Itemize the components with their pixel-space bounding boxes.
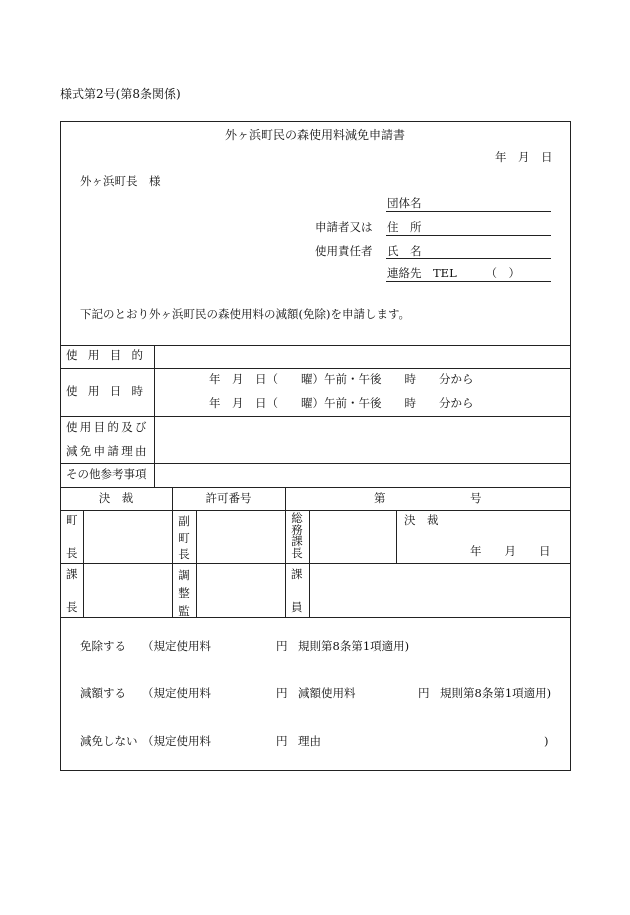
no-reduce-yen: 円 (276, 734, 288, 748)
other-label: その他参考事項 (66, 467, 147, 481)
reduce-yen-2: 円 (418, 686, 430, 700)
row-line (60, 368, 571, 369)
section-chief-label-2: 長 (66, 600, 78, 614)
deputy-mayor-label: 副 町 長 (178, 514, 190, 562)
col-line (196, 510, 197, 617)
close-paren: ) (544, 734, 549, 748)
col-line (172, 487, 173, 617)
kessai-header: 決 裁 (98, 491, 134, 505)
kessai-date[interactable]: 年 月 日 (470, 544, 551, 558)
reason-label: 理由 (298, 734, 321, 748)
col-line (83, 510, 84, 617)
row-line (60, 463, 571, 464)
reduce-yen: 円 (276, 686, 288, 700)
row-line (60, 416, 571, 417)
reduce-amount: 減額使用料 (298, 686, 356, 700)
name-label: 氏 名 (387, 244, 422, 258)
coordinator-label: 調 整 監 (178, 568, 190, 618)
datetime-line-1[interactable]: 年 月 日（ 曜）午前・午後 時 分から (209, 372, 474, 386)
statement: 下記のとおり外ヶ浜町民の森使用料の減額(免除)を申請します。 (80, 307, 411, 321)
applicant-label-1: 申請者又は (315, 220, 373, 234)
kessai-stamp-label: 決 裁 (404, 513, 439, 527)
general-affairs-chief-label: 総 務 課 長 (291, 511, 303, 560)
no-reduce-option[interactable]: 減免しない (80, 734, 138, 748)
purpose-label: 使用目的 (66, 348, 154, 362)
row-line (60, 510, 571, 511)
mayor-label-1: 町 (66, 513, 78, 527)
col-line (309, 510, 310, 617)
permit-no-header: 許可番号 (205, 491, 252, 505)
contact-label: 連絡先 TEL （ ） (387, 266, 520, 280)
label-column-divider (154, 345, 155, 487)
no-reduce-fee: （規定使用料 (142, 734, 211, 748)
row-line (60, 563, 571, 564)
applicant-label-2: 使用責任者 (315, 244, 373, 258)
group-name-label: 団体名 (387, 196, 422, 210)
go-label: 号 (470, 491, 482, 505)
date-line: 年 月 日 (495, 150, 553, 164)
address-label: 住 所 (387, 220, 422, 234)
col-line (285, 487, 286, 617)
group-name-field[interactable] (386, 211, 551, 212)
contact-field[interactable] (386, 281, 551, 282)
reduce-fee: （規定使用料 (142, 686, 211, 700)
exempt-option[interactable]: 免除する (80, 639, 126, 653)
row-line (60, 487, 571, 488)
row-line (60, 617, 571, 618)
address-field[interactable] (386, 235, 551, 236)
name-field[interactable] (386, 258, 551, 259)
col-line (396, 510, 397, 563)
form-title: 外ヶ浜町民の森使用料減免申請書 (224, 128, 405, 142)
reason-label-1: 使用目的及び (66, 420, 149, 434)
datetime-label: 使用日時 (66, 384, 154, 398)
exempt-rule: 規則第8条第1項適用) (298, 639, 410, 653)
row-line (60, 345, 571, 346)
exempt-yen: 円 (276, 639, 288, 653)
reason-label-2: 減免申請理由 (66, 444, 149, 458)
form-number: 様式第2号(第8条関係) (60, 87, 181, 101)
dai-label: 第 (374, 491, 386, 505)
section-chief-label-1: 課 (66, 567, 78, 581)
staff-label-2: 員 (291, 600, 303, 614)
datetime-line-2[interactable]: 年 月 日（ 曜）午前・午後 時 分から (209, 396, 474, 410)
addressee: 外ヶ浜町長 様 (80, 174, 161, 188)
exempt-fee: （規定使用料 (142, 639, 211, 653)
reduce-option[interactable]: 減額する (80, 686, 126, 700)
mayor-label-2: 長 (66, 546, 78, 560)
reduce-rule: 規則第8条第1項適用) (440, 686, 552, 700)
staff-label-1: 課 (291, 567, 303, 581)
